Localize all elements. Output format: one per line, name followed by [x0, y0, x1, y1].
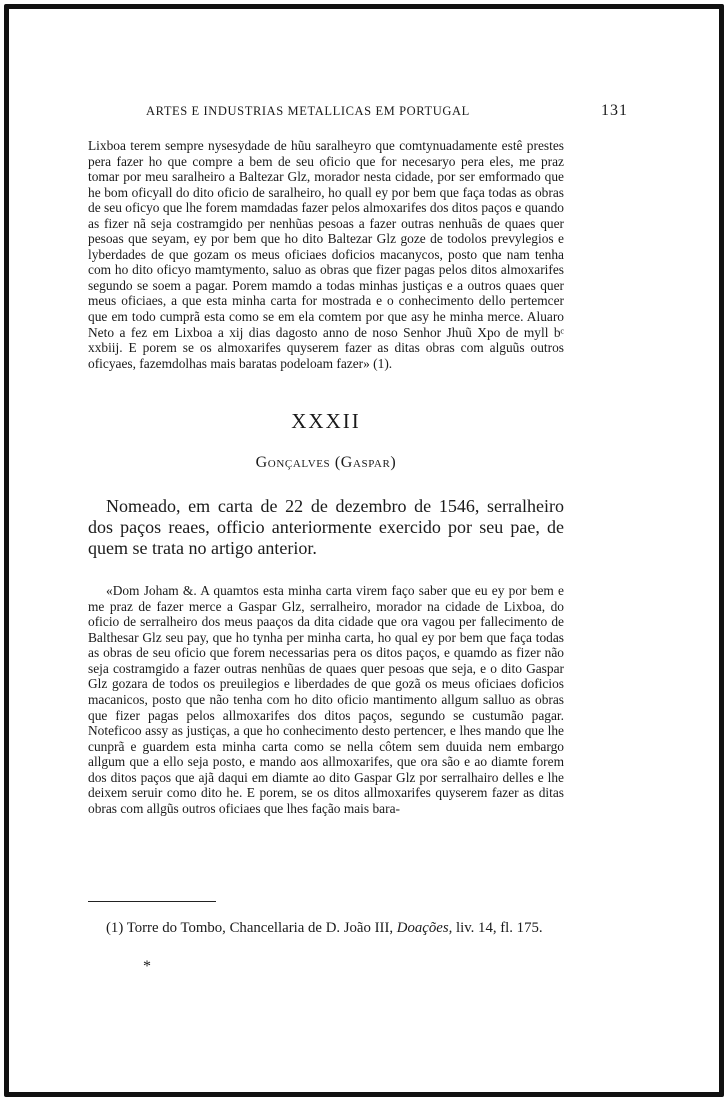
footnote-rule: [88, 901, 216, 902]
section-title: Gonçalves (Gaspar): [255, 454, 397, 472]
running-title: ARTES E INDUSTRIAS METALLICAS EM PORTUGAL: [146, 104, 470, 118]
page-body: [88, 138, 564, 816]
continued-paragraph: Lixboa terem sempre nysesydade de hũu saralheyro que comtynuadamente estê prestes pera fazer ho que compre a bem de seu oficio que for necesaryo pera eles, me praz tomar por meu saralheiro a Baltezar Glz, morador nesta cidade, por ser emformado que he bom oficyall do dito oficio de saralheiro, ho quall ey por bem que faça todas as obras de seu oficyo que lhe forem mamdadas fazer pelos almoxarifes dos ditos paços e quando as fizer nã seja costramgido per nenhũas pesoas a fazer outras nenhuãs de quaes quer pesoas que seyam, ey por bem que ho dito Baltezar Glz goze de todolos prevylegios e lyberdades de que gozam os meus oficiaes doficios macanycos, posto que nam tenha com ho dito oficyo mamtymento, saluo as obras que fizer pagas pelos ditos almoxarifes segundo se soem a pagar. Porem mamdo a todas minhas justiças e a outros quaes quer meus oficiaes, a que esta minha carta for mostrada e o conhecimento dello pertemcer que em todo cumprã esta como se em ela comtem por que asy he minha merce. Aluaro Neto a fez em Lixboa a xij dias dagosto anno de noso Senhor Jhuũ Xpo de myll bᶜ xxbiij. E porem se os almoxarifes quyserem fazer as ditas obras com alguũs outros oficyaes, fazemdolhas mais baratas podeloam fazer» (1).: [88, 138, 564, 371]
footnote: [88, 920, 564, 937]
footnote-marker: (1): [106, 920, 124, 936]
document-quote: «Dom Joham &. A quamtos esta minha carta virem faço saber que eu ey por bem e me praz de fazer merce a Gaspar Glz, serralheiro, morador na cidade de Lixboa, do oficio de serralheiro dos meus paaços da dita cidade que ora vagou per fallecimento de Balthesar Glz seu pay, que ho tynha per minha carta, ho qual ey por bem que faça todas as obras de seu oficio que forem necessarias pera os ditos paços, e quamdo as fizer não seja costramgido a fazer outras nenhũas de quaes quer pesoas que seja, e o dito Gaspar Glz gozara de todos os preuilegios e liberdades de que gozã os meus oficiaes doficios macanicos, posto que não tenha com ho dito oficio mantimento allgum salluo as obras que fizer pagas pelos allmoxarifes dos ditos paços, segundo se custumão pagar. Noteficoo assy as justiças, a que ho conhecimento desto pertencer, e lhes mando que lhe cunprã e guardem esta minha carta como se nella côtem sem duuida nem embargo allgum que a ello seja posto, e mando aos allmoxarifes, que ora são e ao diamte forem dos ditos paços que ajã daqui em diamte ao dito Gaspar Glz por serralhairo delles e lhe deixem seruir como dito he. E porem, se os ditos allmoxarifes quyserem fazer as ditas obras com allgũs outros oficiaes que lhes fação mais bara-: [88, 583, 564, 816]
footnote-italic: Doações,: [396, 920, 453, 936]
asterisk-mark: *: [143, 958, 151, 975]
entry-summary: Nomeado, em carta de 22 de dezembro de 1546, serralheiro dos paços reaes, officio anteriormente exercido por seu pae, de quem se trata no artigo anterior.: [88, 496, 564, 559]
section-number: XXXII: [291, 409, 361, 434]
page-header: [88, 104, 628, 126]
page-number: 131: [601, 102, 628, 119]
footnote-text-before: Torre do Tombo, Chancellaria de D. João III,: [126, 920, 394, 936]
footnote-text-after: liv. 14, fl. 175.: [455, 920, 543, 936]
